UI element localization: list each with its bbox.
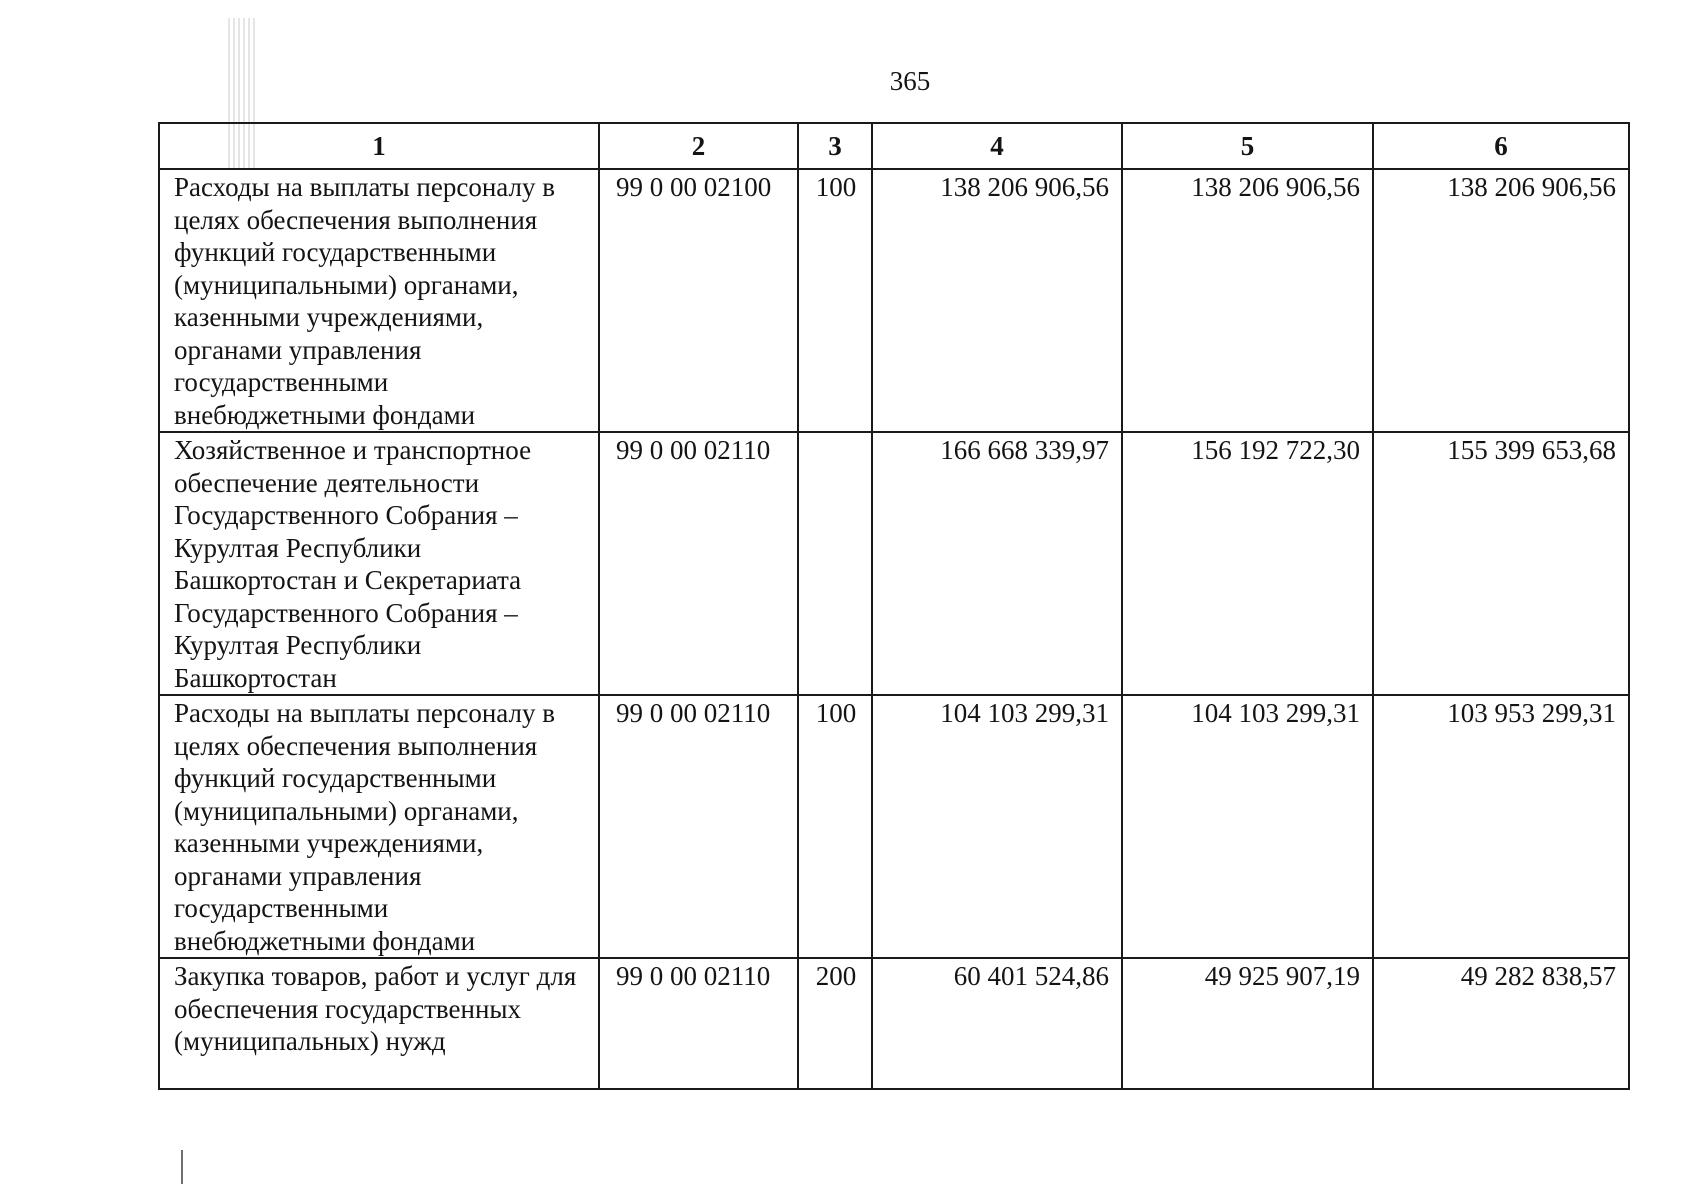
table-row <box>159 958 1629 1089</box>
target-code-cell: 99 0 00 02110 <box>599 695 798 958</box>
amount-col5-cell: 49 925 907,19 <box>1122 958 1373 1089</box>
column-header: 4 <box>872 123 1122 169</box>
amount-col6-cell: 155 399 653,68 <box>1373 432 1629 695</box>
column-header: 6 <box>1373 123 1629 169</box>
column-header: 3 <box>798 123 872 169</box>
amount-col6-cell: 138 206 906,56 <box>1373 169 1629 432</box>
amount-col4-cell: 138 206 906,56 <box>872 169 1122 432</box>
expense-type-cell: 100 <box>798 169 872 432</box>
amount-col4-cell: 60 401 524,86 <box>872 958 1122 1089</box>
amount-col6-cell: 103 953 299,31 <box>1373 695 1629 958</box>
table-row <box>159 432 1629 695</box>
table-header-row <box>159 123 1629 169</box>
scan-artifact-line <box>181 1150 183 1184</box>
target-code-cell: 99 0 00 02110 <box>599 958 798 1089</box>
expense-type-cell: 100 <box>798 695 872 958</box>
row-name-cell: Расходы на выплаты персоналу в целях обеспечения выполнения функций государственными (муниципальными) органами, казенными учреждениями, органами управления государственными внебюджетными фондами <box>159 695 599 958</box>
target-code-cell: 99 0 00 02100 <box>599 169 798 432</box>
amount-col4-cell: 104 103 299,31 <box>872 695 1122 958</box>
row-name-cell: Расходы на выплаты персоналу в целях обеспечения выполнения функций государственными (муниципальными) органами, казенными учреждениями, органами управления государственными внебюджетными фондами <box>159 169 599 432</box>
table-row <box>159 695 1629 958</box>
amount-col6-cell: 49 282 838,57 <box>1373 958 1629 1089</box>
expense-type-cell <box>798 432 872 695</box>
table-row <box>159 169 1629 432</box>
target-code-cell: 99 0 00 02110 <box>599 432 798 695</box>
page-number: 365 <box>889 66 931 96</box>
amount-col5-cell: 138 206 906,56 <box>1122 169 1373 432</box>
row-name-cell: Хозяйственное и транспортное обеспечение деятельности Государственного Собрания – Курултая Республики Башкортостан и Секретариата Государственного Собрания – Курултая Республики Башкортостан <box>159 432 599 695</box>
column-header: 2 <box>599 123 798 169</box>
column-header: 5 <box>1122 123 1373 169</box>
budget-table <box>158 122 1630 1090</box>
column-header: 1 <box>159 123 599 169</box>
amount-col5-cell: 156 192 722,30 <box>1122 432 1373 695</box>
amount-col4-cell: 166 668 339,97 <box>872 432 1122 695</box>
expense-type-cell: 200 <box>798 958 872 1089</box>
amount-col5-cell: 104 103 299,31 <box>1122 695 1373 958</box>
row-name-cell: Закупка товаров, работ и услуг для обеспечения государственных (муниципальных) нужд <box>159 958 599 1089</box>
